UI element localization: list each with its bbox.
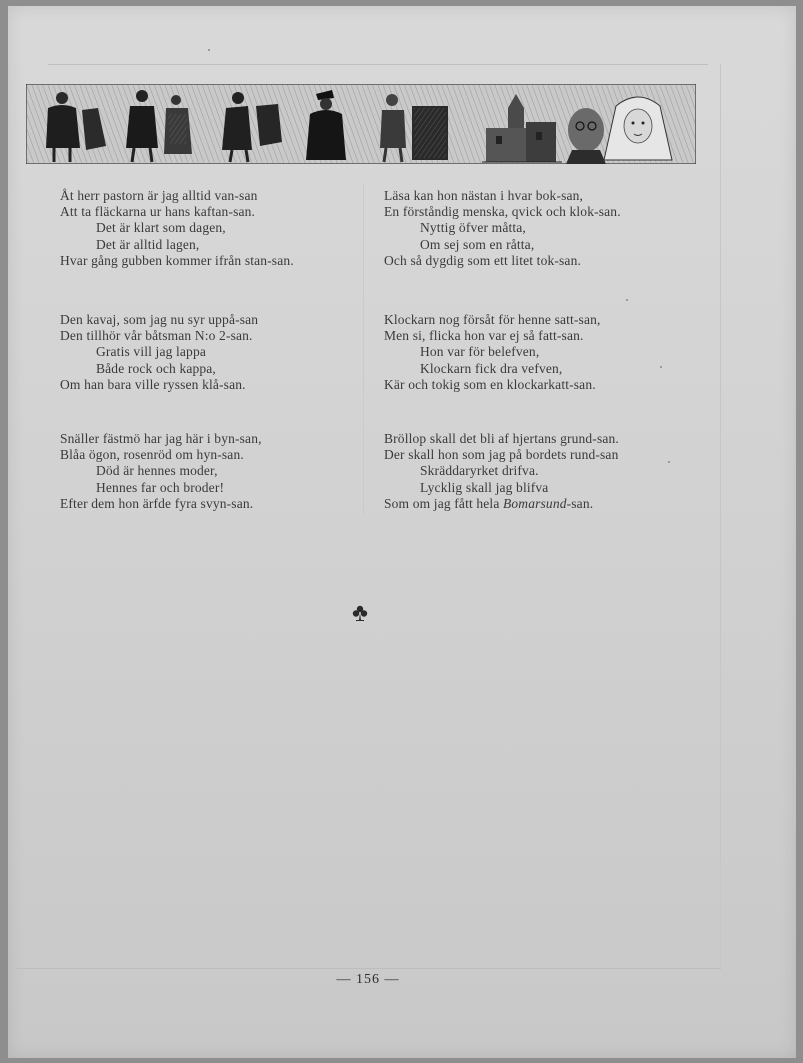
book-page — [8, 6, 796, 1058]
verse-line: Efter dem hon ärfde fyra svyn-san. — [60, 495, 254, 511]
verse-line: Snäller fästmö har jag här i byn-san, — [60, 431, 262, 446]
verse-line: Kär och tokig som en klockarkatt-san. — [384, 376, 596, 392]
verse-line: En förståndig menska, qvick och klok-san. — [384, 204, 621, 220]
top-rule — [48, 64, 708, 65]
header-illustration — [26, 84, 696, 164]
stanza-right-2 — [384, 312, 601, 393]
stanza-left-2 — [60, 312, 258, 393]
stanza-left-1 — [60, 188, 294, 269]
verse-line: Hennes far och broder! — [96, 479, 225, 495]
stanza-right-1 — [384, 188, 621, 269]
verse-line: Men si, flicka hon var ej så fatt-san. — [384, 328, 584, 344]
verse-line: Och så dygdig som ett litet tok-san. — [384, 252, 581, 268]
scan-speck — [626, 299, 628, 301]
verse-line: Nyttig öfver måtta, — [420, 220, 526, 236]
verse-line: Klockarn nog försåt för henne satt-san, — [384, 312, 601, 327]
verse-line: Lycklig skall jag blifva — [420, 479, 549, 495]
verse-line: Der skall hon som jag på bordets rund-san — [384, 447, 619, 463]
verse-line: Den kavaj, som jag nu syr uppå-san — [60, 312, 259, 327]
verse-line: Gratis vill jag lappa — [96, 344, 206, 360]
verse-line: Om sej som en råtta, — [420, 236, 535, 252]
verse-line: Om han bara ville ryssen klå-san. — [60, 376, 246, 392]
verse-line: Död är hennes moder, — [96, 463, 218, 479]
scan-speck — [208, 49, 210, 51]
verse-line: Blåa ögon, rosenröd om hyn-san. — [60, 447, 244, 463]
right-margin-rule — [720, 64, 721, 969]
stanza-left-3 — [60, 431, 262, 512]
verse-line: Det är alltid lagen, — [96, 236, 200, 252]
stanza-right-3 — [384, 431, 619, 512]
verse-line: Bröllop skall det bli af hjertans grund-san. — [384, 431, 619, 446]
column-divider — [363, 184, 364, 514]
verse-line-last — [384, 496, 619, 512]
verse-line: Både rock och kappa, — [96, 360, 216, 376]
scan-speck — [660, 366, 662, 368]
page-number: — 156 — — [336, 972, 400, 987]
verse-line: Läsa kan hon nästan i hvar bok-san, — [384, 188, 584, 203]
bottom-rule — [16, 968, 721, 969]
verse-line: Att ta fläckarna ur hans kaftan-san. — [60, 204, 256, 220]
old-man-portrait — [566, 108, 606, 164]
verse-line: Det är klart som dagen, — [96, 220, 226, 236]
verse-line: Åt herr pastorn är jag alltid van-san — [60, 188, 258, 203]
clover-fleuron-icon — [351, 604, 369, 622]
verse-line: Hvar gång gubben kommer ifrån stan-san. — [60, 252, 294, 268]
verse-line-italic-word: Bomarsund — [503, 495, 567, 511]
verse-line: Den tillhör vår båtsman N:o 2-san. — [60, 328, 253, 344]
verse-line-suffix: -san. — [566, 495, 594, 511]
verse-line: Klockarn fick dra vefven, — [420, 360, 563, 376]
verse-line-prefix: Som om jag fått hela — [384, 495, 504, 511]
verse-line: Skräddaryrket drifva. — [420, 463, 539, 479]
verse-line: Hon var för belefven, — [420, 344, 540, 360]
scan-speck — [668, 461, 670, 463]
